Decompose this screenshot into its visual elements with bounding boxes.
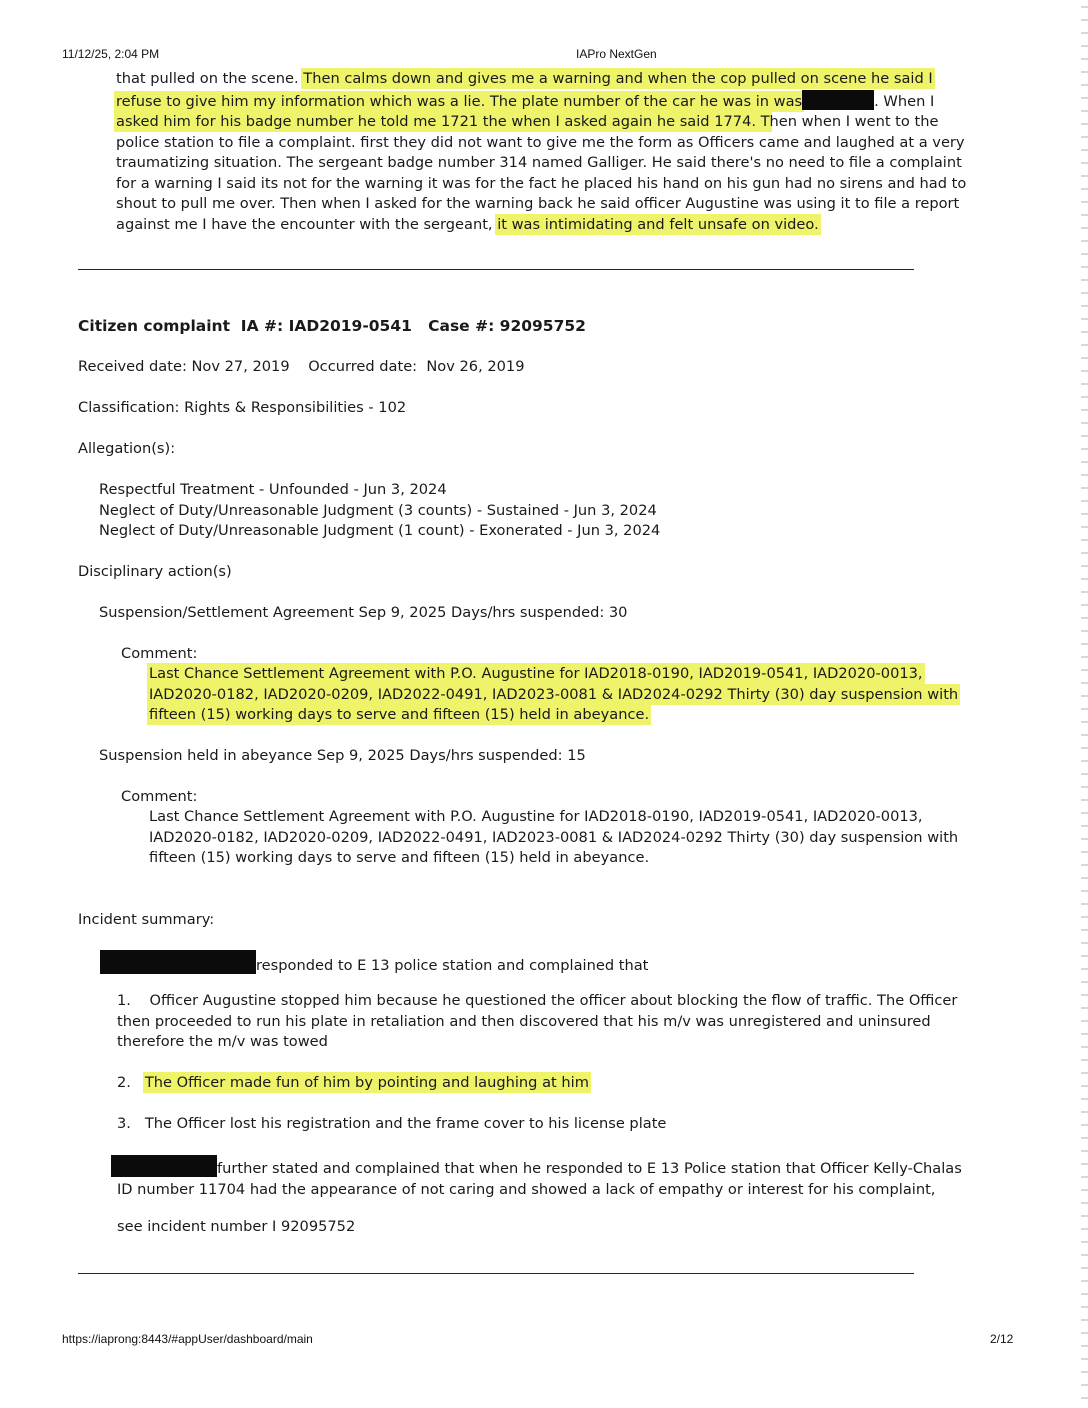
highlighted-text: refuse to give him my information which was a lie. The plate number of the car he was in was [116, 92, 803, 110]
section-divider [78, 269, 914, 270]
action-title: Suspension/Settlement Agreement Sep 9, 2025 Days/hrs suspended: 30 [99, 604, 628, 621]
received-date: Nov 27, 2019 [191, 358, 290, 375]
further-text: further stated and complained that when he responded to E 13 Police station that Officer Kelly-Chalas [217, 1160, 962, 1177]
comment-line: IAD2020-0182, IAD2020-0209, IAD2022-0491, IAD2023-0081 & IAD2024-0292 Thirty (30) day suspension with [149, 828, 959, 846]
action-comment [149, 807, 958, 869]
item-text: then proceeded to run his plate in retaliation and then discovered that his m/v was unregistered and uninsured [117, 1012, 931, 1030]
allegation-item: Neglect of Duty/Unreasonable Judgment (3 counts) - Sustained - Jun 3, 2024 [99, 501, 657, 519]
incident-intro [100, 950, 648, 977]
item-text: therefore the m/v was towed [117, 1033, 328, 1050]
case-label: Case #: [428, 317, 495, 335]
action-title: Suspension held in abeyance Sep 9, 2025 Days/hrs suspended: 15 [99, 747, 586, 764]
case-number: 92095752 [499, 317, 586, 335]
received-label: Received date: [78, 358, 187, 375]
highlighted-text: IAD2020-0182, IAD2020-0209, IAD2022-0491, IAD2023-0081 & IAD2024-0292 Thirty (30) day suspension with [149, 685, 959, 703]
classification-row [78, 398, 406, 419]
occurred-label: Occurred date: [308, 358, 418, 375]
item-text: The Officer lost his registration and the frame cover to his license plate [144, 1115, 667, 1132]
item-number: 3. [117, 1115, 131, 1132]
narrative-text: traumatizing situation. The sergeant badge number 314 named Galliger. He said there's no need to file a complaint [116, 154, 962, 171]
redaction-block [100, 950, 256, 974]
app-title: IAPro NextGen [576, 47, 657, 61]
item-number: 1. [117, 992, 131, 1009]
ia-label: IA #: [240, 317, 284, 335]
section-divider [78, 1273, 914, 1274]
dates-row [78, 357, 525, 378]
highlighted-text: fifteen (15) working days to serve and fifteen (15) held in abeyance. [149, 706, 650, 723]
comment-label: Comment: [121, 645, 198, 662]
narrative-text: for a warning I said its not for the warning it was for the fact he placed his hand on his gun had no sirens and had to [116, 174, 967, 192]
item-number: 2. [117, 1074, 131, 1091]
redaction-block [802, 90, 874, 110]
page-number: 2/12 [990, 1332, 1014, 1346]
narrative-paragraph [116, 69, 966, 235]
incident-item-3 [117, 1114, 666, 1135]
disciplinary-label: Disciplinary action(s) [78, 563, 232, 580]
print-datetime: 11/12/25, 2:04 PM [62, 47, 160, 61]
complaint-heading [78, 317, 586, 335]
narrative-text: hen when I went to the [769, 113, 939, 130]
further-statement [111, 1155, 962, 1200]
narrative-text: against me I have the encounter with the sergeant, [116, 215, 498, 233]
classification-value: Rights & Responsibilities - 102 [184, 399, 407, 416]
page-url: https://iaprong:8443/#appUser/dashboard/main [62, 1332, 313, 1346]
comment-line: fifteen (15) working days to serve and fifteen (15) held in abeyance. [149, 849, 650, 866]
allegation-item: Respectful Treatment - Unfounded - Jun 3, 2024 [99, 481, 447, 498]
allegations-label: Allegation(s): [78, 440, 176, 457]
ia-number: IAD2019-0541 [288, 317, 412, 335]
occurred-date: Nov 26, 2019 [426, 358, 525, 375]
incident-item-1 [117, 991, 957, 1053]
narrative-text: shout to pull me over. Then when I asked for the warning back he said officer Augustine was using it to file a report [116, 195, 960, 212]
comment-label: Comment: [121, 788, 198, 805]
incident-item-2 [117, 1073, 589, 1094]
further-text: ID number 11704 had the appearance of not caring and showed a lack of empathy or interest for his complaint, [117, 1180, 936, 1198]
see-incident-number: see incident number I 92095752 [117, 1218, 356, 1235]
highlighted-text: Last Chance Settlement Agreement with P.O. Augustine for IAD2018-0190, IAD2019-0541, IAD2020-0013, [149, 665, 923, 682]
redaction-block [111, 1155, 217, 1177]
highlighted-text: it was intimidating and felt unsafe on video. [497, 215, 819, 233]
narrative-text: . When I [874, 92, 935, 110]
scan-edge [1081, 0, 1088, 1408]
narrative-text: that pulled on the scene. [116, 70, 304, 87]
narrative-text: police station to file a complaint. first they did not want to give me the form as Officers came and laughed at a very [116, 133, 965, 151]
item-text: Officer Augustine stopped him because he questioned the officer about blocking the flow of traffic. The Officer [149, 992, 958, 1009]
comment-line: Last Chance Settlement Agreement with P.O. Augustine for IAD2018-0190, IAD2019-0541, IAD2020-0013, [149, 808, 923, 825]
allegations-list [99, 480, 660, 542]
incident-intro-text: responded to E 13 police station and complained that [256, 957, 649, 974]
incident-summary-label: Incident summary: [78, 911, 215, 928]
highlighted-text: The Officer made fun of him by pointing and laughing at him [144, 1074, 589, 1091]
complaint-type: Citizen complaint [78, 317, 230, 335]
allegation-item: Neglect of Duty/Unreasonable Judgment (1 count) - Exonerated - Jun 3, 2024 [99, 522, 661, 539]
highlighted-text: asked him for his badge number he told me 1721 the when I asked again he said 1774. T [116, 113, 770, 130]
classification-label: Classification: [78, 399, 180, 416]
action-comment [149, 664, 958, 726]
highlighted-text: Then calms down and gives me a warning and when the cop pulled on scene he said I [303, 70, 933, 87]
